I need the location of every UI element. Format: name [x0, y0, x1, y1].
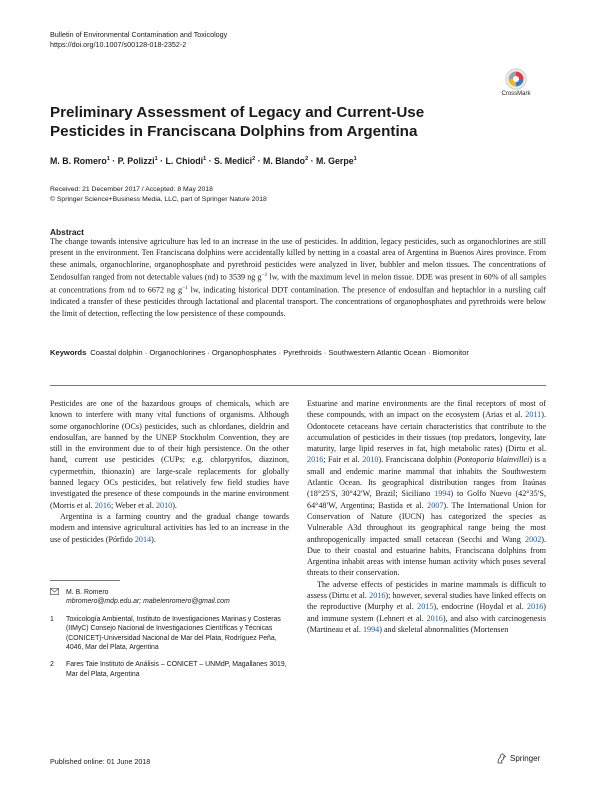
section-divider [50, 385, 546, 386]
author[interactable]: S. Medici$^2$ [214, 156, 256, 166]
citation-link[interactable]: 2015 [417, 602, 434, 612]
citation-link[interactable]: 1994 [434, 489, 451, 499]
crossmark-icon [505, 68, 527, 90]
footnote-mark: 1 [50, 615, 54, 623]
body-paragraph: Argentina is a farming country and the gradual change towards modern and intensive agricultural activities has led to an increase in the use of pesticides (Pórfido 2014). [50, 511, 289, 544]
citation-link[interactable]: 2016 [527, 602, 544, 612]
citation-link[interactable]: 2010 [155, 500, 173, 510]
springer-logo [496, 753, 540, 764]
publisher-name: Springer [510, 754, 541, 763]
citation-link[interactable]: 2016 [426, 613, 443, 623]
author-list: M. B. Romero$^1$ · P. Polizzi$^1$ · L. Chiodi$^1$ · S. Medici$^2$ · M. Blando$^2$ · M. Gerpe$^1$ [50, 156, 357, 166]
author[interactable]: M. B. Romero$^1$ [50, 156, 110, 166]
affiliation-text: Toxicología Ambiental, Instituto de Investigaciones Marinas y Costeras (IIMyC) Consejo Nacional de Investigaciones Científicas y Técnicas (CONICET)-Universidad Nacional de Mar del Plata, Rodríguez Peña, 4046, Mar del Plata, Argentina [66, 615, 281, 652]
article-title: Preliminary Assessment of Legacy and Current-Use Pesticides in Franciscana Dolphins from Argentina [50, 104, 425, 140]
species-name: Pontoporia blainvillei [456, 455, 530, 465]
affiliation-footnote [50, 660, 289, 679]
author[interactable]: P. Polizzi$^1$ [117, 156, 158, 166]
corresponding-author-name: M. B. Romero [66, 589, 109, 596]
body-column-right [307, 398, 546, 635]
citation-link[interactable]: 2002 [525, 534, 542, 544]
citation-link[interactable]: 2010 [362, 455, 379, 465]
author[interactable]: L. Chiodi$^1$ [165, 156, 207, 166]
crossmark-label: CrossMark [501, 91, 531, 97]
crossmark-badge[interactable] [486, 68, 546, 97]
copyright: © Springer Science+Business Media, LLC, part of Springer Nature 2018 [50, 196, 267, 203]
keywords-text: Coastal dolphin · Organochlorines · Organophosphates · Pyrethroids · Southwestern Atlantic Ocean · Biomonitor [90, 348, 469, 357]
journal-name: Bulletin of Environmental Contamination and Toxicology [50, 30, 228, 39]
corresponding-author-email[interactable]: mbromero@mdp.edu.ar; mabelenromero@gmail.com [66, 598, 230, 606]
author[interactable]: M. Gerpe$^1$ [315, 156, 357, 166]
envelope-icon [50, 588, 66, 607]
keywords [50, 347, 546, 358]
received-accepted: Received: 21 December 2017 / Accepted: 8 May 2018 [50, 186, 213, 193]
citation-link[interactable]: 2016 [307, 455, 324, 465]
journal-header [50, 30, 227, 50]
abstract-heading: Abstract [50, 227, 84, 237]
article-dates [50, 185, 267, 205]
citation-link[interactable]: 2011 [525, 410, 542, 420]
citation-link[interactable]: 2007 [427, 500, 444, 510]
abstract-text: The change towards intensive agriculture has led to an increase in the use of pesticides. In addition, legacy pesticides, such as organochlorines are still present in the environment. Ten Franciscana dolphins were accidentally killed by netting in a coastal area of Argentina in Buenos Aires province. From these animals, organochlorine, organophosphate and pyrethroid pesticides were analyzed in liver, bubbler and melon tissues. The concentrations of Σendosulfan ranged from not detectable values (nd) to 3539 ng $g^{-1}$ lw, with the maximum level in melon tissue. DDE was present in 60% of all samples at concentrations from nd to 6672 ng $g^{-1}$ lw, indicating historical DDT contamination. The presence of endosulfan and heptachlor in a nursling calf indicated a transfer of these pesticides through lactational and placental transport. The concentrations of organophosphates and pyrethroids were below the limit of detection, reflecting the low persistence of these compounds. [50, 237, 546, 318]
footnotes [50, 588, 289, 687]
corresponding-author [50, 588, 289, 607]
citation-link[interactable]: 2016 [94, 500, 111, 510]
citation-link[interactable]: 2016 [369, 591, 386, 601]
published-date: Published online: 01 June 2018 [50, 757, 151, 766]
author[interactable]: M. Blando$^2$ [263, 156, 309, 166]
affiliation-footnote [50, 615, 289, 653]
footnote-mark: 2 [50, 661, 54, 669]
body-paragraph: Pesticides are one of the hazardous groups of chemicals, which are known to interfere with many vital functions of organisms. Although some organochlorine (OCs) pesticides, such as chlordanes, dieldrin and endosulfan, are banned by the UNEP Stockholm Convention, they are still in the environment due to of their high persistence. On the other hand, current use pesticides (CUPs; e.g. chlorpyrifos, diazinon, cypermetrhin, thionazin) are large-scale replacements for globally banned legacy OCs pesticides, but relatively few field studies have investigated the presence of these compounds in the marine environment (Morris et al. 2016; Weber et al. 2010). [50, 399, 289, 510]
citation-link[interactable]: 2014 [134, 534, 152, 544]
body-paragraph: The adverse effects of pesticides in marine mammals is difficult to assess (Dirtu et al. 2016); however, several studies have linked effects on the reproductive (Murphy et al. 2015), endocrine (Hoydal et al. 2016) and immune system (Lehnert et al. 2016), and also with carcinogenesis (Martineau et al. 1994) and skeletal abnormalities (Mortensen [307, 579, 546, 634]
body-paragraph: Estuarine and marine environments are the final receptors of most of these compounds, with an impact on the ecosystem (Arias et al. 2011). Odontocete cetaceans have certain characteristics that contribute to the accumulation of pesticides in their tissues (top predators, longevity, late maturity, large lipid reserves in fat, high metabolic rates) (Dirtu et al. 2016; Fair et al. 2010). Franciscana dolphin (Pontoporia blainvillei) is a small and endemic marine mammal that inhabits the Southwestern Atlantic Ocean. Its geographical distribution ranges from Itaúnas (18°25′S, 30°42′W, Brazil; Siciliano 1994) to Golfo Nuevo (42°35′S, 64°48′W, Argentina; Bastida et al. 2007). The International Union for Conservation of Nature (IUCN) has categorized the species as Vulnerable A3d throughout its geographical range being the most anthropogenically impacted small cetacean (Secchi and Wang 2002). Due to their coastal and estuarine habits, Franciscana dolphins from Argentina inhabit areas with intense human activity which poses several threats to their conservation. [307, 399, 546, 578]
affiliation-text: Fares Taie Instituto de Análisis – CONICET – UNMdP, Magallanes 3019, Mar del Plata, Argentina [66, 661, 287, 678]
body-column-left [50, 398, 289, 545]
keywords-label: Keywords [50, 348, 87, 357]
citation-link[interactable]: 1994 [362, 624, 380, 634]
footnote-rule [50, 580, 120, 581]
springer-horse-icon [496, 753, 507, 764]
doi-link[interactable]: https://doi.org/10.1007/s00128-018-2352-2 [50, 40, 187, 49]
